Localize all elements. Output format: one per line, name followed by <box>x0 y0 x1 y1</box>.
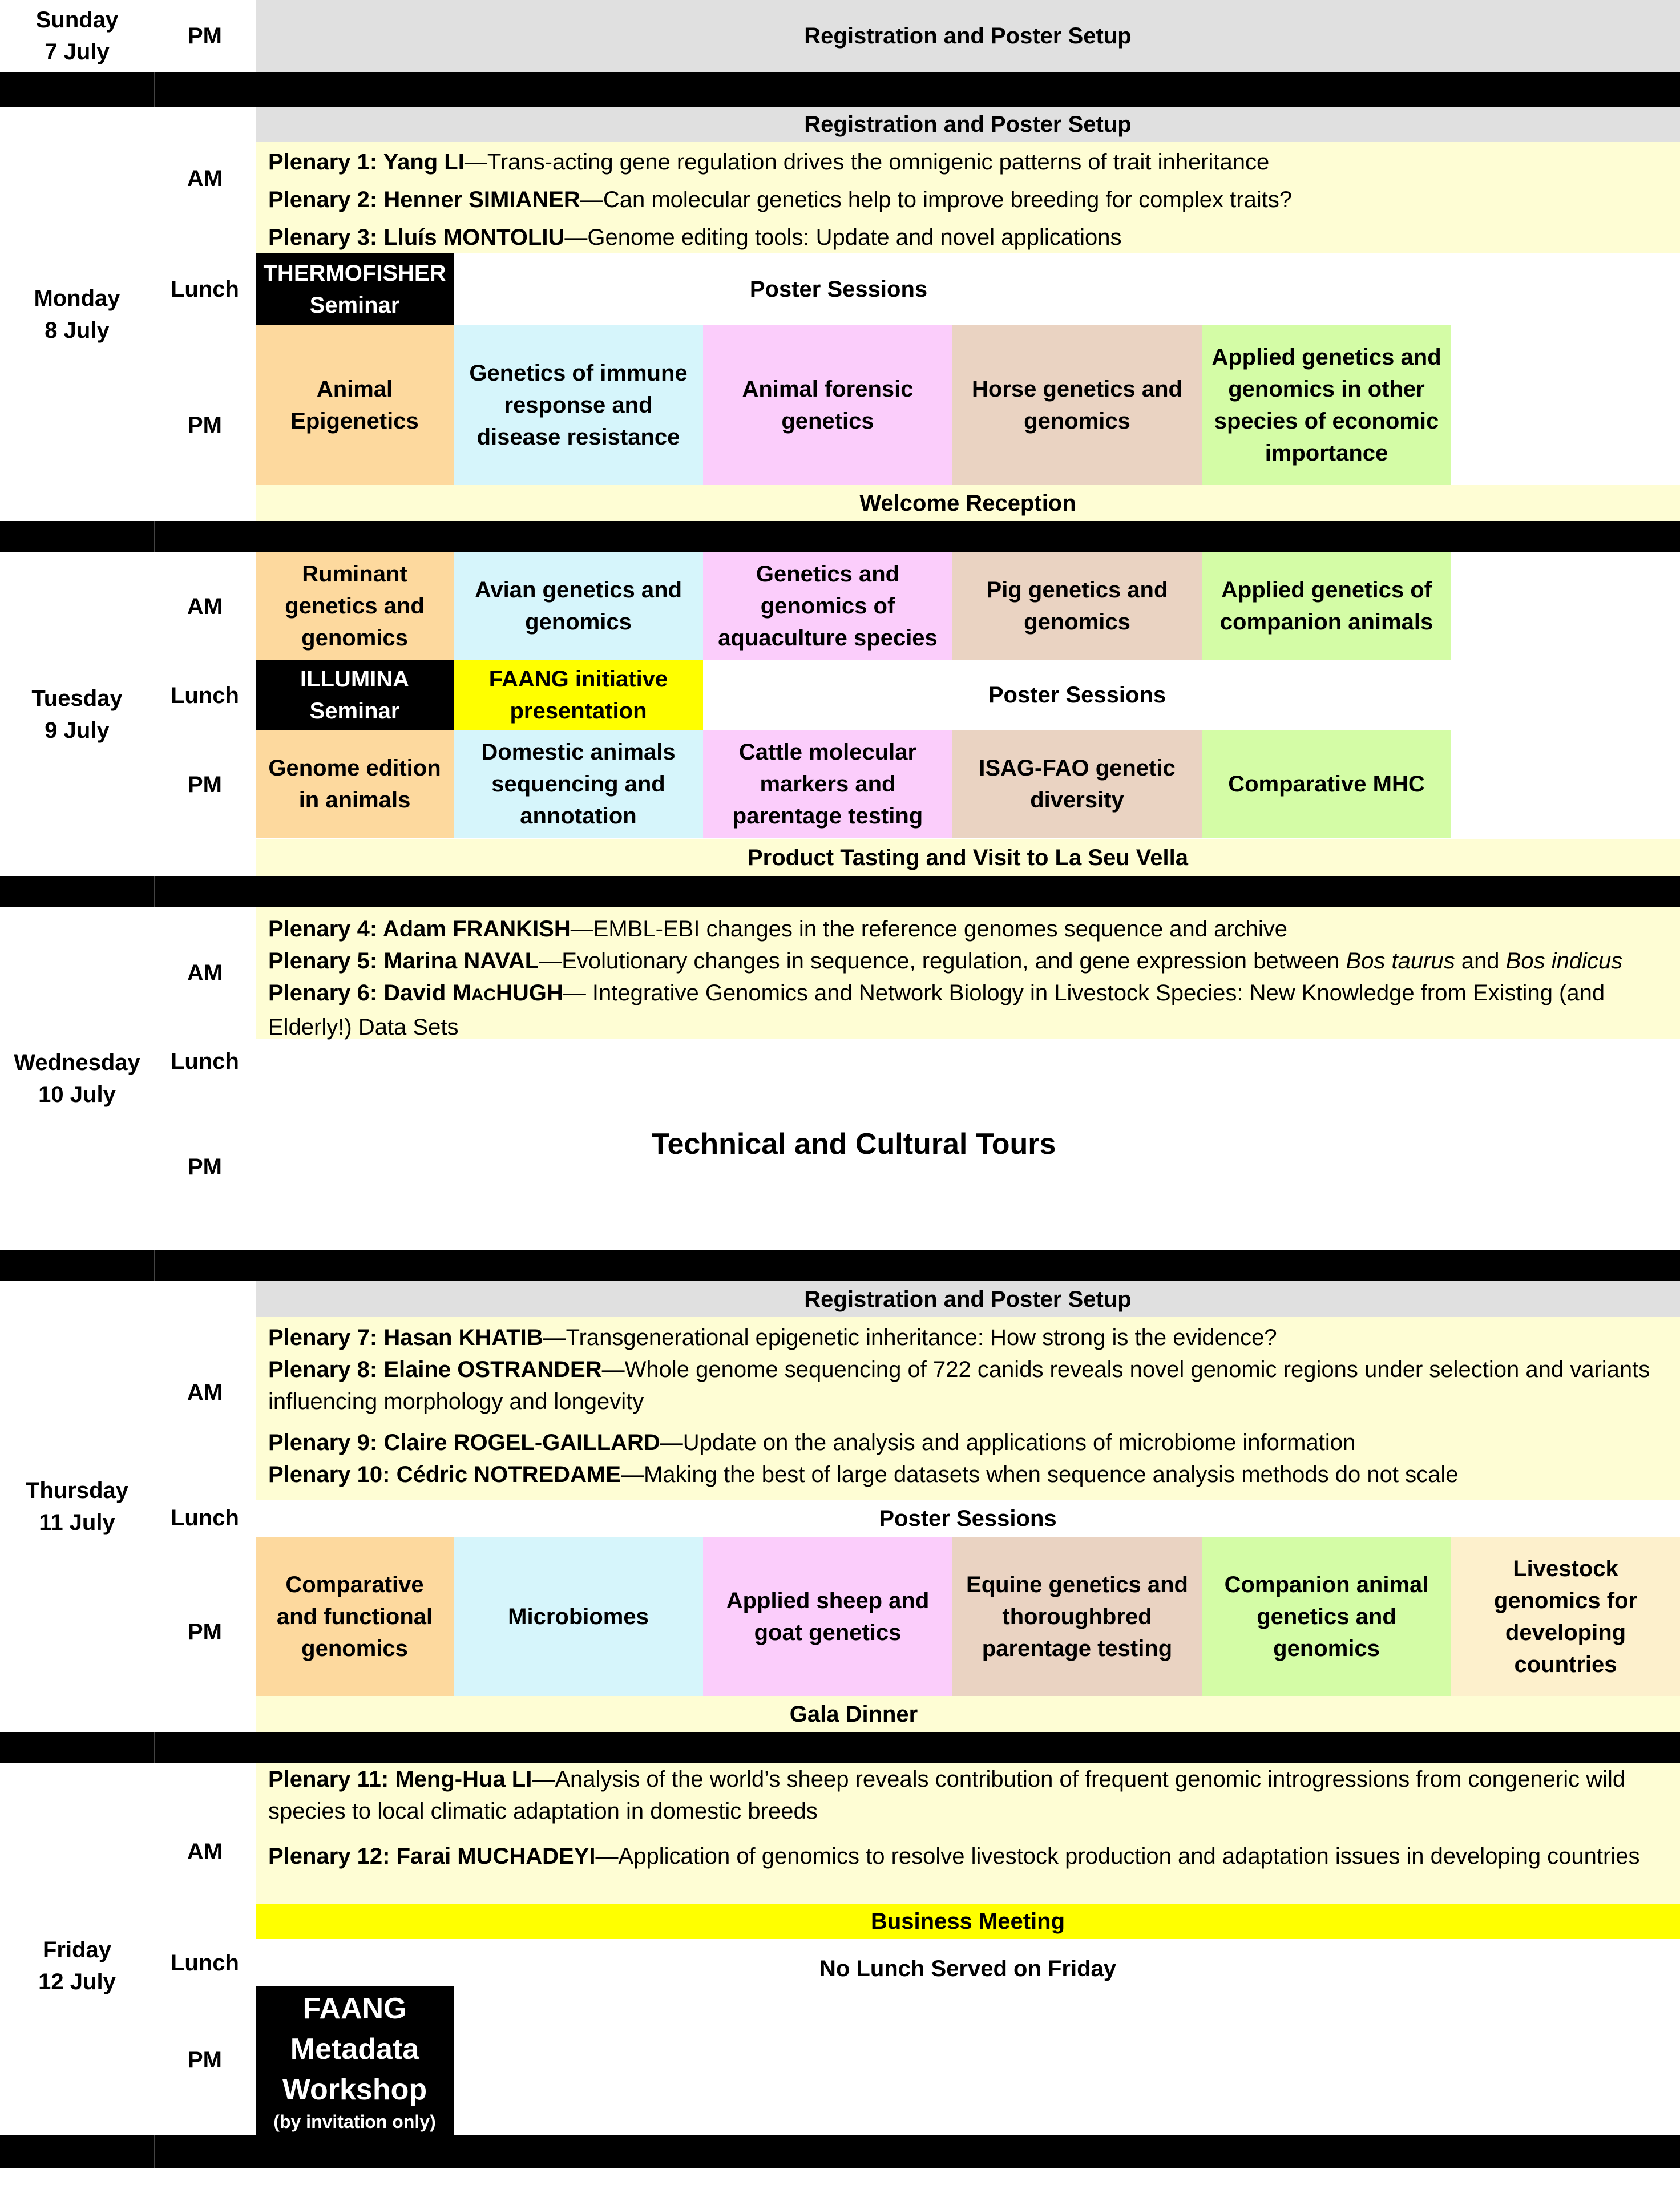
separator-bar <box>0 2135 1680 2168</box>
business-meeting: Business Meeting <box>256 1904 1680 1939</box>
workshop-title: FAANG Metadata Workshop <box>282 1992 427 2106</box>
faang-initiative-presentation: FAANG initiative presentation <box>454 660 703 730</box>
plenary-5: Plenary 5: Marina NAVAL—Evolutionary changes in sequence, regulation, and gene expression between Bos taurus and Bos indicus <box>268 948 1623 974</box>
plenary-1: Plenary 1: Yang LI—Trans-acting gene regulation drives the omnigenic patterns of trait inheritance <box>268 150 1270 175</box>
bar-divider <box>154 521 155 552</box>
day-date: 7 July <box>45 39 110 64</box>
day-thursday <box>0 1281 154 1732</box>
thermofisher-seminar <box>256 253 454 325</box>
poster-sessions: Poster Sessions <box>749 277 928 302</box>
session-pig-genetics: Pig genetics and genomics <box>952 552 1202 660</box>
session-aquaculture-genetics: Genetics and genomics of aquaculture species <box>703 552 952 660</box>
period-am: AM <box>187 1380 223 1405</box>
session-isag-fao: ISAG-FAO genetic diversity <box>952 730 1202 838</box>
bar-divider <box>154 1732 155 1763</box>
seminar-sponsor: ILLUMINA <box>300 667 410 692</box>
plenary-10: Plenary 10: Cédric NOTREDAME—Making the best of large datasets when sequence analysis methods do not scale <box>268 1462 1459 1487</box>
day-name: Thursday <box>25 1478 129 1503</box>
period-am: AM <box>187 594 223 619</box>
session-animal-epigenetics: Animal Epigenetics <box>256 325 454 485</box>
bar-divider <box>154 72 155 107</box>
day-date: 9 July <box>45 717 110 743</box>
session-genome-edition: Genome edition in animals <box>256 730 454 838</box>
day-name: Tuesday <box>31 685 123 711</box>
period-lunch: Lunch <box>171 1049 239 1074</box>
period-pm: PM <box>188 2048 222 2073</box>
session-immune-genetics: Genetics of immune response and disease resistance <box>454 325 703 485</box>
separator-bar <box>0 72 1680 107</box>
plenary-12: Plenary 12: Farai MUCHADEYI—Application of genomics to resolve livestock production and adaptation issues in developing countries <box>268 1844 1640 1869</box>
session-other-species: Applied genetics and genomics in other species of economic importance <box>1202 325 1451 485</box>
day-friday <box>0 1763 154 2168</box>
period-pm: PM <box>188 1620 222 1645</box>
welcome-reception: Welcome Reception <box>256 485 1680 521</box>
day-name: Wednesday <box>14 1050 140 1075</box>
plenary-7: Plenary 7: Hasan KHATIB—Transgenerational epigenetic inheritance: How strong is the evidence? <box>268 1325 1277 1350</box>
illumina-seminar <box>256 660 454 730</box>
technical-cultural-tours: Technical and Cultural Tours <box>651 1128 1056 1161</box>
period-pm: PM <box>188 772 222 797</box>
session-ruminant-genetics: Ruminant genetics and genomics <box>256 552 454 660</box>
separator-bar <box>0 1732 1680 1763</box>
monday-registration: Registration and Poster Setup <box>256 107 1680 142</box>
session-sheep-goat: Applied sheep and goat genetics <box>703 1537 952 1696</box>
workshop-note: (by invitation only) <box>273 2111 436 2132</box>
session-equine-genetics: Equine genetics and thoroughbred parentage testing <box>952 1537 1202 1696</box>
separator-bar <box>0 521 1680 552</box>
period-am: AM <box>187 1839 223 1864</box>
gala-dinner: Gala Dinner <box>256 1696 1452 1732</box>
faang-metadata-workshop <box>256 1986 454 2135</box>
separator-bar <box>0 876 1680 907</box>
thursday-registration: Registration and Poster Setup <box>256 1281 1680 1317</box>
day-date: 10 July <box>38 1082 116 1107</box>
session-domestic-sequencing: Domestic animals sequencing and annotation <box>454 730 703 838</box>
plenary-8: Plenary 8: Elaine OSTRANDER—Whole genome sequencing of 722 canids reveals novel genomic regions under selection and variants influencing morphology and longevity <box>268 1357 1650 1414</box>
seminar-sponsor: THERMOFISHER <box>263 261 446 286</box>
plenary-3: Plenary 3: Lluís MONTOLIU—Genome editing tools: Update and novel applications <box>268 225 1122 250</box>
session-horse-genetics: Horse genetics and genomics <box>952 325 1202 485</box>
day-name: Sunday <box>35 7 119 33</box>
bar-divider <box>154 2135 155 2168</box>
period-pm: PM <box>188 23 222 49</box>
day-date: 11 July <box>39 1510 115 1535</box>
plenary-2: Plenary 2: Henner SIMIANER—Can molecular genetics help to improve breeding for complex traits? <box>268 187 1293 212</box>
product-tasting: Product Tasting and Visit to La Seu Vella <box>256 839 1680 876</box>
session-comparative-genomics: Comparative and functional genomics <box>256 1537 454 1696</box>
period-pm: PM <box>188 413 222 438</box>
day-name: Friday <box>42 1937 112 1962</box>
period-lunch: Lunch <box>171 1950 239 1976</box>
gala-dinner-extension <box>1452 1696 1680 1732</box>
day-tuesday <box>0 552 154 876</box>
session-avian-genetics: Avian genetics and genomics <box>454 552 703 660</box>
day-date: 12 July <box>38 1969 116 1994</box>
poster-sessions: Poster Sessions <box>988 682 1166 708</box>
poster-sessions: Poster Sessions <box>879 1506 1057 1531</box>
day-date: 8 July <box>45 317 110 343</box>
period-lunch: Lunch <box>171 683 239 708</box>
bar-divider <box>154 1250 155 1281</box>
period-lunch: Lunch <box>171 277 239 302</box>
session-companion-genetics: Companion animal genetics and genomics <box>1202 1537 1451 1696</box>
sunday-registration: Registration and Poster Setup <box>256 0 1680 72</box>
session-forensic-genetics: Animal forensic genetics <box>703 325 952 485</box>
session-microbiomes: Microbiomes <box>454 1537 703 1696</box>
period-am: AM <box>187 960 223 986</box>
day-name: Monday <box>34 285 120 311</box>
day-monday <box>0 107 154 521</box>
bar-divider <box>154 876 155 907</box>
session-livestock-developing: Livestock genomics for developing countries <box>1451 1537 1680 1696</box>
period-pm: PM <box>188 1154 222 1180</box>
plenary-9: Plenary 9: Claire ROGEL-GAILLARD—Update on the analysis and applications of microbiome information <box>268 1430 1356 1455</box>
day-sunday <box>0 0 154 72</box>
separator-bar <box>0 1250 1680 1281</box>
period-am: AM <box>187 166 223 191</box>
session-cattle-markers: Cattle molecular markers and parentage testing <box>703 730 952 838</box>
period-lunch: Lunch <box>171 1505 239 1530</box>
plenary-4: Plenary 4: Adam FRANKISH—EMBL-EBI changes in the reference genomes sequence and archive <box>268 916 1288 942</box>
day-wednesday <box>0 907 154 1250</box>
seminar-label: Seminar <box>309 698 400 724</box>
no-lunch-notice: No Lunch Served on Friday <box>819 1956 1117 1981</box>
session-companion-animals: Applied genetics of companion animals <box>1202 552 1451 660</box>
seminar-label: Seminar <box>309 293 400 318</box>
session-comparative-mhc: Comparative MHC <box>1202 730 1451 838</box>
plenary-11: Plenary 11: Meng-Hua LI—Analysis of the world’s sheep reveals contribution of frequent genomic introgressions from congeneric wild species to local climatic adaptation in domestic breeds <box>268 1767 1626 1824</box>
plenary-6: Plenary 6: David MACHUGH— Integrative Genomics and Network Biology in Livestock Species: New Knowledge from Existing (and Elderly!) Data Sets <box>268 980 1605 1040</box>
